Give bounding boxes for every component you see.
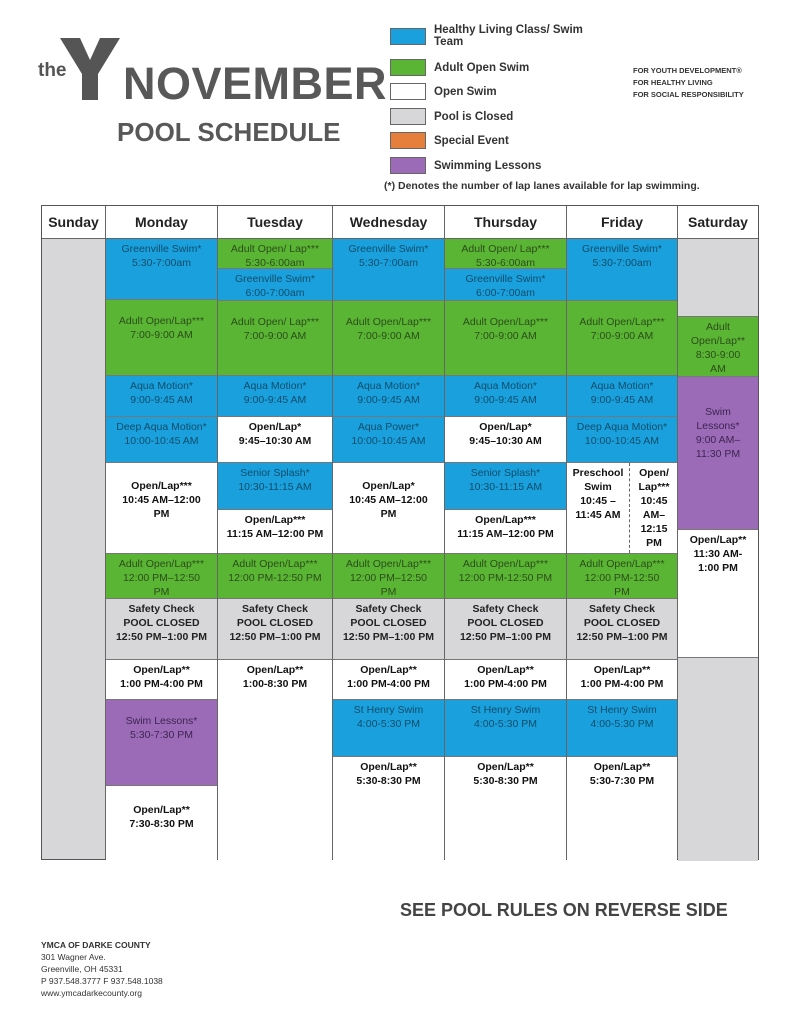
schedule-block: Aqua Motion* 9:00-9:45 AM bbox=[445, 376, 566, 417]
mission-line: FOR HEALTHY LIVING bbox=[633, 78, 713, 87]
legend-swatch-blue bbox=[390, 28, 426, 45]
thursday-column bbox=[445, 239, 567, 859]
schedule-block-closed bbox=[678, 658, 758, 861]
wednesday-column bbox=[333, 239, 445, 859]
schedule-block: Aqua Motion* 9:00-9:45 AM bbox=[567, 376, 677, 417]
schedule-block: Open/Lap*** 11:15 AM–12:00 PM bbox=[218, 510, 332, 554]
schedule-block: Deep Aqua Motion* 10:00-10:45 AM bbox=[567, 417, 677, 463]
legend-item bbox=[390, 24, 594, 48]
schedule-block: Adult Open/Lap*** 7:00-9:00 AM bbox=[106, 300, 217, 376]
schedule-block: Adult Open/Lap** 8:30-9:00 AM bbox=[678, 317, 758, 377]
mission-line: FOR YOUTH DEVELOPMENT® bbox=[633, 66, 742, 75]
legend-label: Open Swim bbox=[434, 85, 497, 98]
day-header-wednesday: Wednesday bbox=[333, 206, 445, 239]
mission-line: FOR SOCIAL RESPONSIBILITY bbox=[633, 90, 744, 99]
schedule-block: Adult Open/Lap*** 12:00 PM-12:50 PM bbox=[218, 554, 332, 599]
org-name: YMCA OF DARKE COUNTY bbox=[41, 940, 151, 950]
schedule-block: Adult Open/Lap*** 12:00 PM-12:50 PM bbox=[567, 554, 677, 599]
legend-item bbox=[390, 157, 594, 174]
schedule-block: Safety Check POOL CLOSED 12:50 PM–1:00 PM bbox=[567, 599, 677, 660]
legend-swatch-white bbox=[390, 83, 426, 100]
schedule-block: Senior Splash* 10:30-11:15 AM bbox=[218, 463, 332, 510]
day-header-tuesday: Tuesday bbox=[218, 206, 333, 239]
schedule-block: Greenville Swim* 6:00-7:00am bbox=[218, 269, 332, 301]
schedule-block: Aqua Motion* 9:00-9:45 AM bbox=[106, 376, 217, 417]
schedule-block: Open/Lap*** 10:45 AM–12:00 PM bbox=[106, 463, 217, 554]
lap-lane-note: (*) Denotes the number of lap lanes available for lap swimming. bbox=[384, 180, 700, 192]
schedule-block: Open/Lap** 1:00 PM-4:00 PM bbox=[445, 660, 566, 700]
logo-mark-text: YMCA bbox=[98, 76, 113, 95]
day-header-friday: Friday bbox=[567, 206, 678, 239]
day-header-thursday: Thursday bbox=[445, 206, 567, 239]
page-title: NOVEMBER bbox=[123, 58, 388, 109]
schedule-block: Greenville Swim* 6:00-7:00am bbox=[445, 269, 566, 301]
tuesday-column bbox=[218, 239, 333, 859]
legend-item bbox=[390, 108, 594, 125]
legend-swatch-green bbox=[390, 59, 426, 76]
logo-the-text: the bbox=[38, 60, 67, 81]
legend-label: Healthy Living Class/ Swim Team bbox=[434, 24, 583, 48]
mission-statement bbox=[633, 65, 744, 101]
schedule-block: Aqua Motion* 9:00-9:45 AM bbox=[218, 376, 332, 417]
schedule-block: Adult Open/Lap*** 7:00-9:00 AM bbox=[445, 301, 566, 376]
schedule-block: St Henry Swim 4:00-5:30 PM bbox=[445, 700, 566, 757]
schedule-block: Adult Open/ Lap*** 5:30-6:00am bbox=[445, 239, 566, 269]
schedule-block: Aqua Motion* 9:00-9:45 AM bbox=[333, 376, 444, 417]
schedule-block: Adult Open/ Lap*** 5:30-6:00am bbox=[218, 239, 332, 269]
legend-label: Adult Open Swim bbox=[434, 61, 530, 74]
day-header-monday: Monday bbox=[106, 206, 218, 239]
schedule-block: Greenville Swim* 5:30-7:00am bbox=[106, 239, 217, 300]
schedule-block: Open/Lap*** 11:15 AM–12:00 PM bbox=[445, 510, 566, 554]
legend-swatch-orange bbox=[390, 132, 426, 149]
street-address: 301 Wagner Ave. bbox=[41, 952, 106, 962]
schedule-block: St Henry Swim 4:00-5:30 PM bbox=[333, 700, 444, 757]
schedule-block: Adult Open/Lap*** 7:00-9:00 AM bbox=[567, 301, 677, 376]
schedule-block: Open/Lap* 9:45–10:30 AM bbox=[445, 417, 566, 463]
schedule-block: Adult Open/Lap*** 12:00 PM-12:50 PM bbox=[445, 554, 566, 599]
legend-swatch-purple bbox=[390, 157, 426, 174]
reverse-side-note: SEE POOL RULES ON REVERSE SIDE bbox=[400, 900, 728, 920]
schedule-block: Senior Splash* 10:30-11:15 AM bbox=[445, 463, 566, 510]
schedule-block: Open/Lap** 1:00 PM-4:00 PM bbox=[106, 660, 217, 700]
schedule-block: Open/Lap** 5:30-8:30 PM bbox=[333, 757, 444, 861]
legend-item bbox=[390, 83, 594, 100]
schedule-block: Adult Open/Lap*** 12:00 PM–12:50 PM bbox=[106, 554, 217, 599]
schedule-block: Open/Lap** 1:00 PM-4:00 PM bbox=[567, 660, 677, 700]
legend-swatch-grey bbox=[390, 108, 426, 125]
legend-item bbox=[390, 132, 594, 149]
schedule-block: Open/Lap** 1:00-8:30 PM bbox=[218, 660, 332, 861]
schedule-block: Safety Check POOL CLOSED 12:50 PM–1:00 PM bbox=[333, 599, 444, 660]
schedule-block: Greenville Swim* 5:30-7:00am bbox=[567, 239, 677, 301]
ymca-logo-icon bbox=[58, 36, 122, 102]
schedule-block: Adult Open/Lap*** 7:00-9:00 AM bbox=[333, 301, 444, 376]
friday-column bbox=[567, 239, 678, 859]
schedule-block: Swim Lessons* 9:00 AM– 11:30 PM bbox=[678, 377, 758, 530]
schedule-block: Deep Aqua Motion* 10:00-10:45 AM bbox=[106, 417, 217, 463]
day-header-saturday: Saturday bbox=[678, 206, 758, 239]
schedule-block: Open/Lap** 7:30-8:30 PM bbox=[106, 786, 217, 861]
website: www.ymcadarkecounty.org bbox=[41, 988, 142, 998]
monday-column bbox=[106, 239, 218, 859]
legend-item bbox=[390, 59, 594, 76]
phone-fax: P 937.548.3777 F 937.548.1038 bbox=[41, 976, 163, 986]
page-subtitle: POOL SCHEDULE bbox=[117, 117, 341, 147]
schedule-block: Open/Lap** 5:30-8:30 PM bbox=[445, 757, 566, 861]
schedule-block: Open/Lap** 1:00 PM-4:00 PM bbox=[333, 660, 444, 700]
address-block bbox=[41, 939, 163, 999]
schedule-block: Safety Check POOL CLOSED 12:50 PM–1:00 PM bbox=[445, 599, 566, 660]
schedule-block-closed bbox=[678, 239, 758, 317]
schedule-block: Open/Lap* 10:45 AM–12:00 PM bbox=[333, 463, 444, 554]
schedule-block: Safety Check POOL CLOSED 12:50 PM–1:00 PM bbox=[218, 599, 332, 660]
schedule-block: Safety Check POOL CLOSED 12:50 PM–1:00 PM bbox=[106, 599, 217, 660]
schedule-block: St Henry Swim 4:00-5:30 PM bbox=[567, 700, 677, 757]
schedule-block-split bbox=[567, 463, 677, 554]
city-address: Greenville, OH 45331 bbox=[41, 964, 123, 974]
legend-label: Pool is Closed bbox=[434, 110, 514, 123]
open-lap-block: Open/ Lap*** 10:45 AM– 12:15 PM bbox=[638, 467, 670, 549]
schedule-block: Adult Open/Lap*** 12:00 PM–12:50 PM bbox=[333, 554, 444, 599]
saturday-column bbox=[678, 239, 758, 859]
schedule-block: Aqua Power* 10:00-10:45 AM bbox=[333, 417, 444, 463]
schedule-block: Open/Lap** 11:30 AM- 1:00 PM bbox=[678, 530, 758, 658]
schedule-block: Adult Open/ Lap*** 7:00-9:00 AM bbox=[218, 301, 332, 376]
schedule-block: Greenville Swim* 5:30-7:00am bbox=[333, 239, 444, 301]
schedule-block: Open/Lap** 5:30-7:30 PM bbox=[567, 757, 677, 861]
schedule-grid bbox=[41, 205, 759, 860]
day-header-sunday: Sunday bbox=[42, 206, 106, 239]
legend-label: Swimming Lessons bbox=[434, 159, 542, 172]
schedule-block: Open/Lap* 9:45–10:30 AM bbox=[218, 417, 332, 463]
preschool-swim-block: Preschool Swim 10:45 – 11:45 AM bbox=[567, 463, 630, 553]
legend-label: Special Event bbox=[434, 134, 509, 147]
schedule-block: Swim Lessons* 5:30-7:30 PM bbox=[106, 700, 217, 786]
sunday-column bbox=[42, 239, 106, 859]
